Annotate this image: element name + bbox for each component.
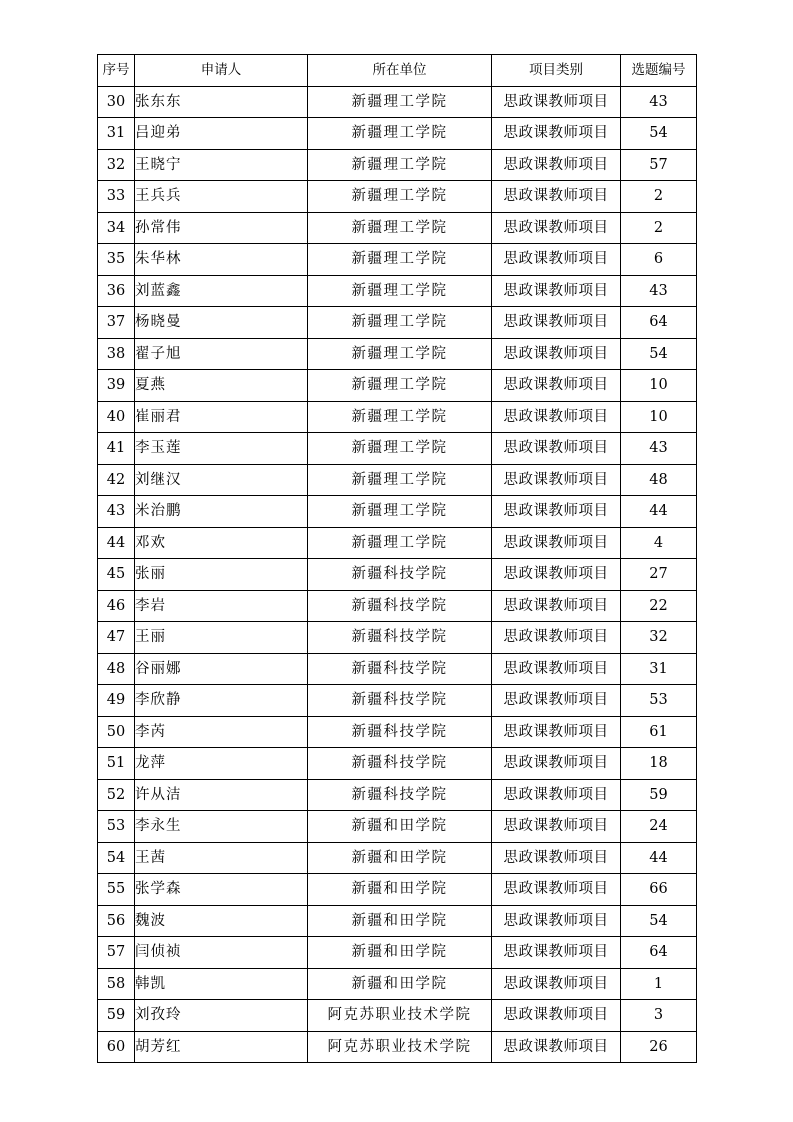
cell-topic: 2: [621, 212, 697, 244]
cell-topic: 59: [621, 779, 697, 811]
table-row: [98, 527, 697, 559]
cell-unit: 新疆科技学院: [308, 590, 492, 622]
cell-category: 思政课教师项目: [492, 559, 621, 591]
cell-applicant: 王茜: [135, 842, 308, 874]
cell-no: 44: [98, 527, 135, 559]
cell-unit: 新疆科技学院: [308, 622, 492, 654]
cell-category: 思政课教师项目: [492, 748, 621, 780]
table-row: [98, 874, 697, 906]
cell-category: 思政课教师项目: [492, 338, 621, 370]
cell-no: 47: [98, 622, 135, 654]
cell-topic: 54: [621, 118, 697, 150]
table-row: [98, 433, 697, 465]
table-row: [98, 937, 697, 969]
cell-applicant: 张学森: [135, 874, 308, 906]
cell-topic: 64: [621, 307, 697, 339]
cell-applicant: 李岩: [135, 590, 308, 622]
header-row: [98, 55, 697, 87]
cell-category: 思政课教师项目: [492, 968, 621, 1000]
cell-topic: 1: [621, 968, 697, 1000]
cell-topic: 43: [621, 433, 697, 465]
cell-category: 思政课教师项目: [492, 937, 621, 969]
cell-no: 51: [98, 748, 135, 780]
table-row: [98, 811, 697, 843]
cell-unit: 新疆理工学院: [308, 527, 492, 559]
cell-unit: 新疆和田学院: [308, 968, 492, 1000]
cell-applicant: 邓欢: [135, 527, 308, 559]
header-no: 序号: [98, 55, 135, 87]
cell-applicant: 张东东: [135, 86, 308, 118]
cell-category: 思政课教师项目: [492, 149, 621, 181]
cell-topic: 61: [621, 716, 697, 748]
table-row: [98, 212, 697, 244]
table-row: [98, 716, 697, 748]
cell-topic: 32: [621, 622, 697, 654]
cell-unit: 新疆和田学院: [308, 937, 492, 969]
cell-unit: 阿克苏职业技术学院: [308, 1000, 492, 1032]
cell-topic: 54: [621, 905, 697, 937]
cell-no: 59: [98, 1000, 135, 1032]
cell-unit: 新疆理工学院: [308, 86, 492, 118]
table-row: [98, 496, 697, 528]
cell-category: 思政课教师项目: [492, 464, 621, 496]
cell-category: 思政课教师项目: [492, 779, 621, 811]
cell-unit: 新疆科技学院: [308, 779, 492, 811]
cell-unit: 阿克苏职业技术学院: [308, 1031, 492, 1063]
cell-no: 34: [98, 212, 135, 244]
cell-unit: 新疆理工学院: [308, 212, 492, 244]
cell-unit: 新疆和田学院: [308, 874, 492, 906]
cell-unit: 新疆理工学院: [308, 275, 492, 307]
cell-applicant: 闫侦祯: [135, 937, 308, 969]
table-row: [98, 1031, 697, 1063]
table-row: [98, 275, 697, 307]
cell-category: 思政课教师项目: [492, 685, 621, 717]
cell-category: 思政课教师项目: [492, 1000, 621, 1032]
cell-no: 32: [98, 149, 135, 181]
table-row: [98, 307, 697, 339]
cell-no: 37: [98, 307, 135, 339]
cell-topic: 44: [621, 842, 697, 874]
table-row: [98, 968, 697, 1000]
cell-category: 思政课教师项目: [492, 874, 621, 906]
cell-no: 46: [98, 590, 135, 622]
cell-applicant: 米治鹏: [135, 496, 308, 528]
cell-no: 56: [98, 905, 135, 937]
cell-no: 31: [98, 118, 135, 150]
cell-no: 30: [98, 86, 135, 118]
cell-applicant: 吕迎弟: [135, 118, 308, 150]
cell-applicant: 朱华林: [135, 244, 308, 276]
header-applicant: 申请人: [135, 55, 308, 87]
cell-no: 57: [98, 937, 135, 969]
table-row: [98, 842, 697, 874]
cell-no: 45: [98, 559, 135, 591]
cell-category: 思政课教师项目: [492, 401, 621, 433]
cell-applicant: 张丽: [135, 559, 308, 591]
cell-no: 41: [98, 433, 135, 465]
cell-no: 60: [98, 1031, 135, 1063]
cell-topic: 53: [621, 685, 697, 717]
cell-applicant: 王晓宁: [135, 149, 308, 181]
cell-unit: 新疆理工学院: [308, 464, 492, 496]
cell-topic: 3: [621, 1000, 697, 1032]
cell-applicant: 翟子旭: [135, 338, 308, 370]
cell-category: 思政课教师项目: [492, 307, 621, 339]
cell-topic: 24: [621, 811, 697, 843]
cell-no: 49: [98, 685, 135, 717]
cell-no: 39: [98, 370, 135, 402]
table-row: [98, 464, 697, 496]
cell-applicant: 胡芳红: [135, 1031, 308, 1063]
table-row: [98, 905, 697, 937]
table-row: [98, 590, 697, 622]
cell-applicant: 韩凯: [135, 968, 308, 1000]
cell-category: 思政课教师项目: [492, 86, 621, 118]
table-row: [98, 401, 697, 433]
cell-category: 思政课教师项目: [492, 842, 621, 874]
cell-unit: 新疆理工学院: [308, 149, 492, 181]
cell-applicant: 王丽: [135, 622, 308, 654]
cell-category: 思政课教师项目: [492, 275, 621, 307]
table-body: [98, 86, 697, 1063]
table-row: [98, 622, 697, 654]
cell-topic: 22: [621, 590, 697, 622]
cell-topic: 66: [621, 874, 697, 906]
table-row: [98, 653, 697, 685]
cell-topic: 44: [621, 496, 697, 528]
cell-category: 思政课教师项目: [492, 370, 621, 402]
cell-applicant: 许从洁: [135, 779, 308, 811]
cell-category: 思政课教师项目: [492, 527, 621, 559]
cell-applicant: 刘继汉: [135, 464, 308, 496]
cell-unit: 新疆和田学院: [308, 905, 492, 937]
cell-unit: 新疆理工学院: [308, 118, 492, 150]
cell-applicant: 崔丽君: [135, 401, 308, 433]
cell-applicant: 孙常伟: [135, 212, 308, 244]
cell-no: 54: [98, 842, 135, 874]
cell-applicant: 李玉莲: [135, 433, 308, 465]
table-row: [98, 779, 697, 811]
cell-no: 36: [98, 275, 135, 307]
header-topic: 选题编号: [621, 55, 697, 87]
cell-applicant: 刘孜玲: [135, 1000, 308, 1032]
table-row: [98, 559, 697, 591]
cell-unit: 新疆理工学院: [308, 338, 492, 370]
cell-applicant: 李芮: [135, 716, 308, 748]
applicant-table: [97, 54, 697, 1063]
cell-no: 53: [98, 811, 135, 843]
table-row: [98, 338, 697, 370]
cell-applicant: 李永生: [135, 811, 308, 843]
cell-unit: 新疆理工学院: [308, 401, 492, 433]
cell-topic: 43: [621, 86, 697, 118]
cell-unit: 新疆科技学院: [308, 685, 492, 717]
cell-category: 思政课教师项目: [492, 118, 621, 150]
table-row: [98, 685, 697, 717]
cell-no: 58: [98, 968, 135, 1000]
cell-no: 48: [98, 653, 135, 685]
cell-category: 思政课教师项目: [492, 811, 621, 843]
cell-applicant: 龙萍: [135, 748, 308, 780]
table-row: [98, 244, 697, 276]
cell-no: 40: [98, 401, 135, 433]
cell-topic: 43: [621, 275, 697, 307]
cell-unit: 新疆科技学院: [308, 653, 492, 685]
cell-no: 50: [98, 716, 135, 748]
cell-category: 思政课教师项目: [492, 622, 621, 654]
cell-no: 33: [98, 181, 135, 213]
cell-topic: 48: [621, 464, 697, 496]
table-row: [98, 748, 697, 780]
cell-category: 思政课教师项目: [492, 244, 621, 276]
cell-category: 思政课教师项目: [492, 653, 621, 685]
cell-category: 思政课教师项目: [492, 716, 621, 748]
table-row: [98, 118, 697, 150]
cell-applicant: 刘蓝鑫: [135, 275, 308, 307]
cell-no: 35: [98, 244, 135, 276]
cell-category: 思政课教师项目: [492, 212, 621, 244]
cell-applicant: 夏燕: [135, 370, 308, 402]
cell-no: 43: [98, 496, 135, 528]
header-unit: 所在单位: [308, 55, 492, 87]
cell-applicant: 李欣静: [135, 685, 308, 717]
cell-unit: 新疆理工学院: [308, 307, 492, 339]
table-row: [98, 181, 697, 213]
cell-unit: 新疆和田学院: [308, 842, 492, 874]
cell-unit: 新疆和田学院: [308, 811, 492, 843]
cell-category: 思政课教师项目: [492, 905, 621, 937]
cell-unit: 新疆理工学院: [308, 181, 492, 213]
cell-topic: 2: [621, 181, 697, 213]
cell-applicant: 谷丽娜: [135, 653, 308, 685]
table-row: [98, 149, 697, 181]
cell-topic: 64: [621, 937, 697, 969]
table-row: [98, 1000, 697, 1032]
cell-no: 38: [98, 338, 135, 370]
cell-topic: 57: [621, 149, 697, 181]
cell-applicant: 王兵兵: [135, 181, 308, 213]
cell-unit: 新疆理工学院: [308, 433, 492, 465]
cell-unit: 新疆科技学院: [308, 716, 492, 748]
table-row: [98, 86, 697, 118]
cell-unit: 新疆理工学院: [308, 496, 492, 528]
cell-topic: 4: [621, 527, 697, 559]
cell-unit: 新疆理工学院: [308, 370, 492, 402]
cell-applicant: 杨晓曼: [135, 307, 308, 339]
cell-unit: 新疆理工学院: [308, 244, 492, 276]
cell-category: 思政课教师项目: [492, 496, 621, 528]
cell-category: 思政课教师项目: [492, 433, 621, 465]
cell-no: 55: [98, 874, 135, 906]
table-header: [98, 55, 697, 87]
cell-topic: 26: [621, 1031, 697, 1063]
cell-no: 52: [98, 779, 135, 811]
cell-topic: 10: [621, 401, 697, 433]
cell-topic: 10: [621, 370, 697, 402]
cell-topic: 27: [621, 559, 697, 591]
cell-topic: 18: [621, 748, 697, 780]
cell-category: 思政课教师项目: [492, 590, 621, 622]
cell-applicant: 魏波: [135, 905, 308, 937]
cell-unit: 新疆科技学院: [308, 559, 492, 591]
cell-category: 思政课教师项目: [492, 1031, 621, 1063]
cell-no: 42: [98, 464, 135, 496]
table-row: [98, 370, 697, 402]
cell-topic: 31: [621, 653, 697, 685]
cell-unit: 新疆科技学院: [308, 748, 492, 780]
cell-topic: 54: [621, 338, 697, 370]
header-category: 项目类别: [492, 55, 621, 87]
cell-topic: 6: [621, 244, 697, 276]
cell-category: 思政课教师项目: [492, 181, 621, 213]
